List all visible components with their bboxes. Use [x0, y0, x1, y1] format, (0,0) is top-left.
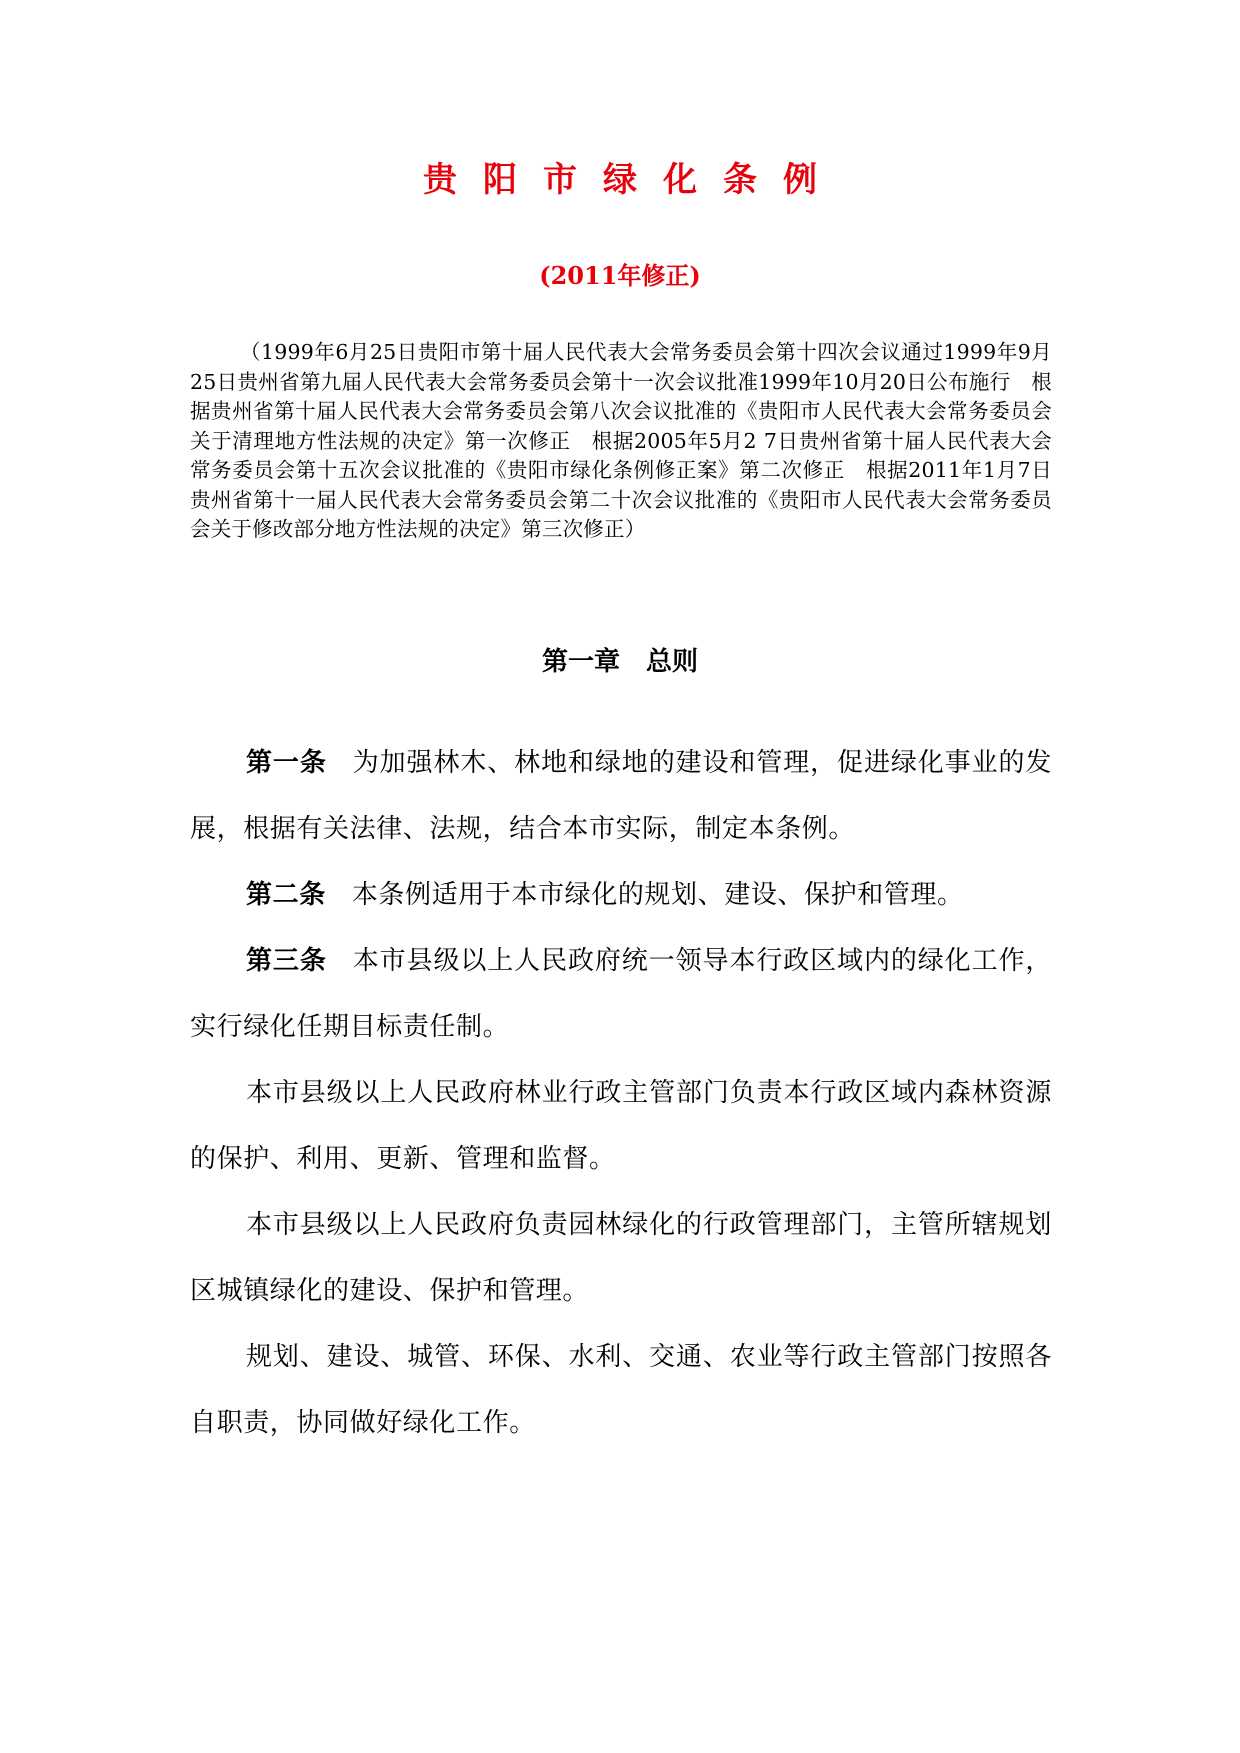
article-1 — [190, 730, 1052, 862]
document-body — [190, 730, 1052, 1456]
article-number: 第三条 — [246, 946, 327, 976]
paragraph-cooperating-departments: 规划、建设、城管、环保、水利、交通、农业等行政主管部门按照各自职责，协同做好绿化工作。 — [190, 1342, 1052, 1438]
legislative-history-preamble: （1999年6月25日贵阳市第十届人民代表大会常务委员会第十四次会议通过1999年9月25日贵州省第九届人民代表大会常务委员会第十一次会议批准1999年10月20日公布施行 根据贵州省第十届人民代表大会常务委员会第八次会议批准的《贵阳市人民代表大会常务委员会关于清理地方性法规的决定》第一次修正 根据2005年5月2 7日贵州省第十届人民代表大会常务委员会第十五次会议批准的《贵阳市绿化条例修正案》第二次修正 根据2011年1月7日贵州省第十一届人民代表大会常务委员会第二十次会议批准的《贵阳市人民代表大会常务委员会关于修改部分地方性法规的决定》第三次修正） — [190, 340, 1052, 541]
article-text: 本条例适用于本市绿化的规划、建设、保护和管理。 — [351, 880, 964, 910]
article-number: 第一条 — [246, 748, 327, 778]
document-title: 贵阳市绿化条例 — [423, 160, 843, 200]
article-3 — [190, 928, 1052, 1060]
article-number: 第二条 — [246, 880, 326, 910]
chapter-title: 第一章 总则 — [541, 647, 698, 677]
document-subtitle: (2011年修正) — [539, 261, 701, 290]
article-2 — [190, 862, 1052, 928]
article-text: 为加强林木、林地和绿地的建设和管理，促进绿化事业的发展，根据有关法律、法规，结合本市实际，制定本条例。 — [190, 748, 1052, 844]
paragraph-forestry-department: 本市县级以上人民政府林业行政主管部门负责本行政区域内森林资源的保护、利用、更新、管理和监督。 — [190, 1078, 1052, 1174]
article-text: 本市县级以上人民政府统一领导本行政区域内的绿化工作，实行绿化任期目标责任制。 — [190, 946, 1052, 1042]
paragraph-landscaping-department: 本市县级以上人民政府负责园林绿化的行政管理部门，主管所辖规划区城镇绿化的建设、保护和管理。 — [190, 1210, 1052, 1306]
